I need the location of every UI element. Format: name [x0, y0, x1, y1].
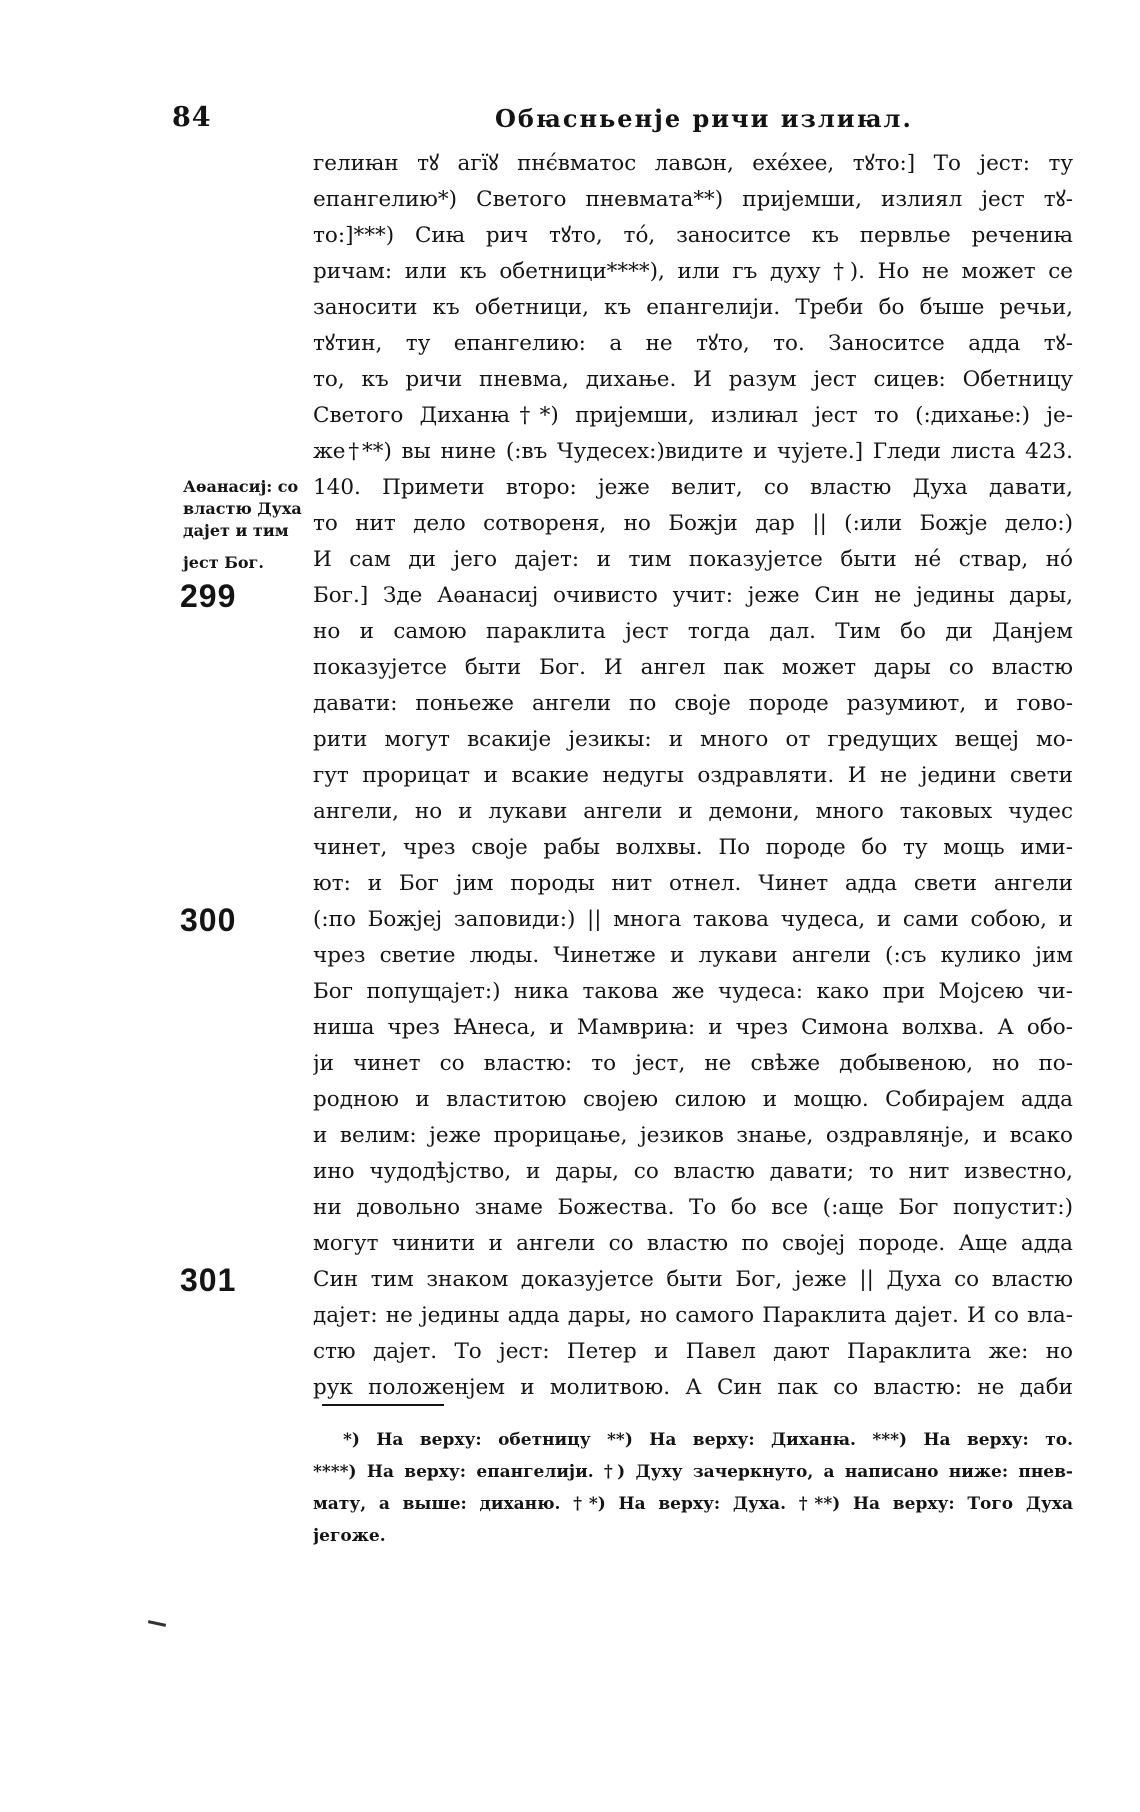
body-line: епангелию*) Светого пневмата**) пријемши, излиял јест тꙋ- [313, 187, 1073, 212]
margin-page-ref: 300 [180, 902, 237, 938]
body-line: и велим: јеже прорицање, језиков знање, оздравлянје, и всако [313, 1123, 1073, 1148]
body-line: ют: и Бог јим породы нит отнел. Чинет адда свети ангели [313, 871, 1073, 896]
body-line: рити могут всакије језикы: и много от гредущих вещеј мо- [313, 727, 1073, 752]
body-line: заносити къ обетници, къ епангелији. Треби бо бꙑше речьи, [313, 295, 1073, 320]
body-line: же†**) вы нине (:въ Чудесех:)видите и чујете.] Гледи листа 423. [313, 439, 1073, 464]
body-line: то нит дело сотвореня, но Божји дар || (:или Божје дело:) [313, 511, 1073, 536]
body-line: Син тим знаком доказујетсе быти Бог, јеже || Духа со властю [313, 1267, 1073, 1292]
body-line: И сам ди јего дајет: и тим показујетсе быти не́ ствар, но́ [313, 547, 1073, 572]
body-line: ниша чрез Ꙗнеса, и Мамвриꙗ: и чрез Симона волхва. А обо- [313, 1015, 1073, 1040]
body-line: Бог.] Зде Аѳанасиј очивисто учит: јеже Син не једины дары, [313, 583, 1073, 608]
body-line: дајет: не једины адда дары, но самого Параклита дајет. И со вла- [313, 1303, 1073, 1328]
body-line: стю дајет. То јест: Петер и Павел дают Параклита же: но [313, 1339, 1073, 1364]
body-line: родною и властитою својею силою и мощю. Собирајем адда [313, 1087, 1073, 1112]
ink-speck [148, 1620, 166, 1627]
footnote-line: мату, а выше: диханю. †*) На верху: Духа. †**) На верху: Того Духа [313, 1494, 1073, 1514]
margin-page-ref: 301 [180, 1262, 237, 1298]
margin-note-line: јест Бог. [183, 553, 264, 572]
body-line: ино чудодѣјство, и дары, со властю давати; то нит известно, [313, 1159, 1073, 1184]
margin-page-ref: 299 [180, 578, 237, 614]
body-line: Бог попущајет:) ника такова же чудеса: како при Мојсею чи- [313, 979, 1073, 1004]
body-line: рук положенјем и молитвою. А Син пак со властю: не даби [313, 1375, 1073, 1400]
body-line: чинет, чрез своје рабы волхвы. По породе бо ту мощь ими- [313, 835, 1073, 860]
body-line: показујетсе быти Бог. И ангел пак может дары со властю [313, 655, 1073, 680]
body-line: давати: поньеже ангели по своје породе разумиют, и гово- [313, 691, 1073, 716]
body-line: 140. Примети второ: јеже велит, со властю Духа давати, [313, 475, 1073, 500]
body-line: ричам: или къ обетници****), или гъ духу †). Но не может се [313, 259, 1073, 284]
body-line: то, къ ричи пневма, дихање. И разум јест сицев: Обетницу [313, 367, 1073, 392]
running-title: Обꙗсньенје ричи излиꙗл. [495, 104, 913, 133]
body-line: но и самою параклита јест тогда дал. Тим бо ди Данјем [313, 619, 1073, 644]
body-line: тꙋтин, ту епангелию: а не тꙋто, то. Заноситсе адда тꙋ- [313, 331, 1073, 356]
margin-note-line: Аѳанасиј: со [183, 477, 299, 496]
body-line: ангели, но и лукави ангели и демони, много таковых чудес [313, 799, 1073, 824]
footnote-line: *) На верху: обетницу **) На верху: Диханꙗ. ***) На верху: то. [343, 1430, 1073, 1450]
body-line: гут прорицат и всакие недугы оздравляти. И не једини свети [313, 763, 1073, 788]
body-line: ји чинет со властю: то јест, не свѣже добывеною, но по- [313, 1051, 1073, 1076]
body-line: Светого Диханꙗ†*) пријемши, излиꙗл јест то (:дихање:) је- [313, 403, 1073, 428]
body-line: ни довольно знаме Божества. То бо все (:аще Бог попустит:) [313, 1195, 1073, 1220]
footnote-divider [322, 1404, 444, 1406]
body-line: то:]***) Сиꙗ рич тꙋто, то́, заноситсе къ первлье речениꙗ [313, 223, 1073, 248]
body-line: (:по Божјеј заповиди:) || многа такова чудеса, и сами собою, и [313, 907, 1073, 932]
footnote-line: ****) На верху: епангелији. †) Духу зачеркнуто, а написано ниже: пнев- [313, 1462, 1073, 1482]
margin-note-line: дајет и тим [183, 521, 289, 540]
page-number: 84 [172, 102, 212, 133]
body-line: могут чинити и ангели со властю по својеј породе. Аще адда [313, 1231, 1073, 1256]
body-line: гелиꙗн тꙋ агїꙋ пнє́вматос лавꙍн, ехе́хее, тꙋто:] То јест: ту [313, 151, 1073, 176]
margin-note-line: властю Духа [183, 499, 302, 518]
body-line: чрез светие люды. Чинетже и лукави ангели (:съ кулико јим [313, 943, 1073, 968]
footnote-line: јегоже. [313, 1526, 386, 1546]
